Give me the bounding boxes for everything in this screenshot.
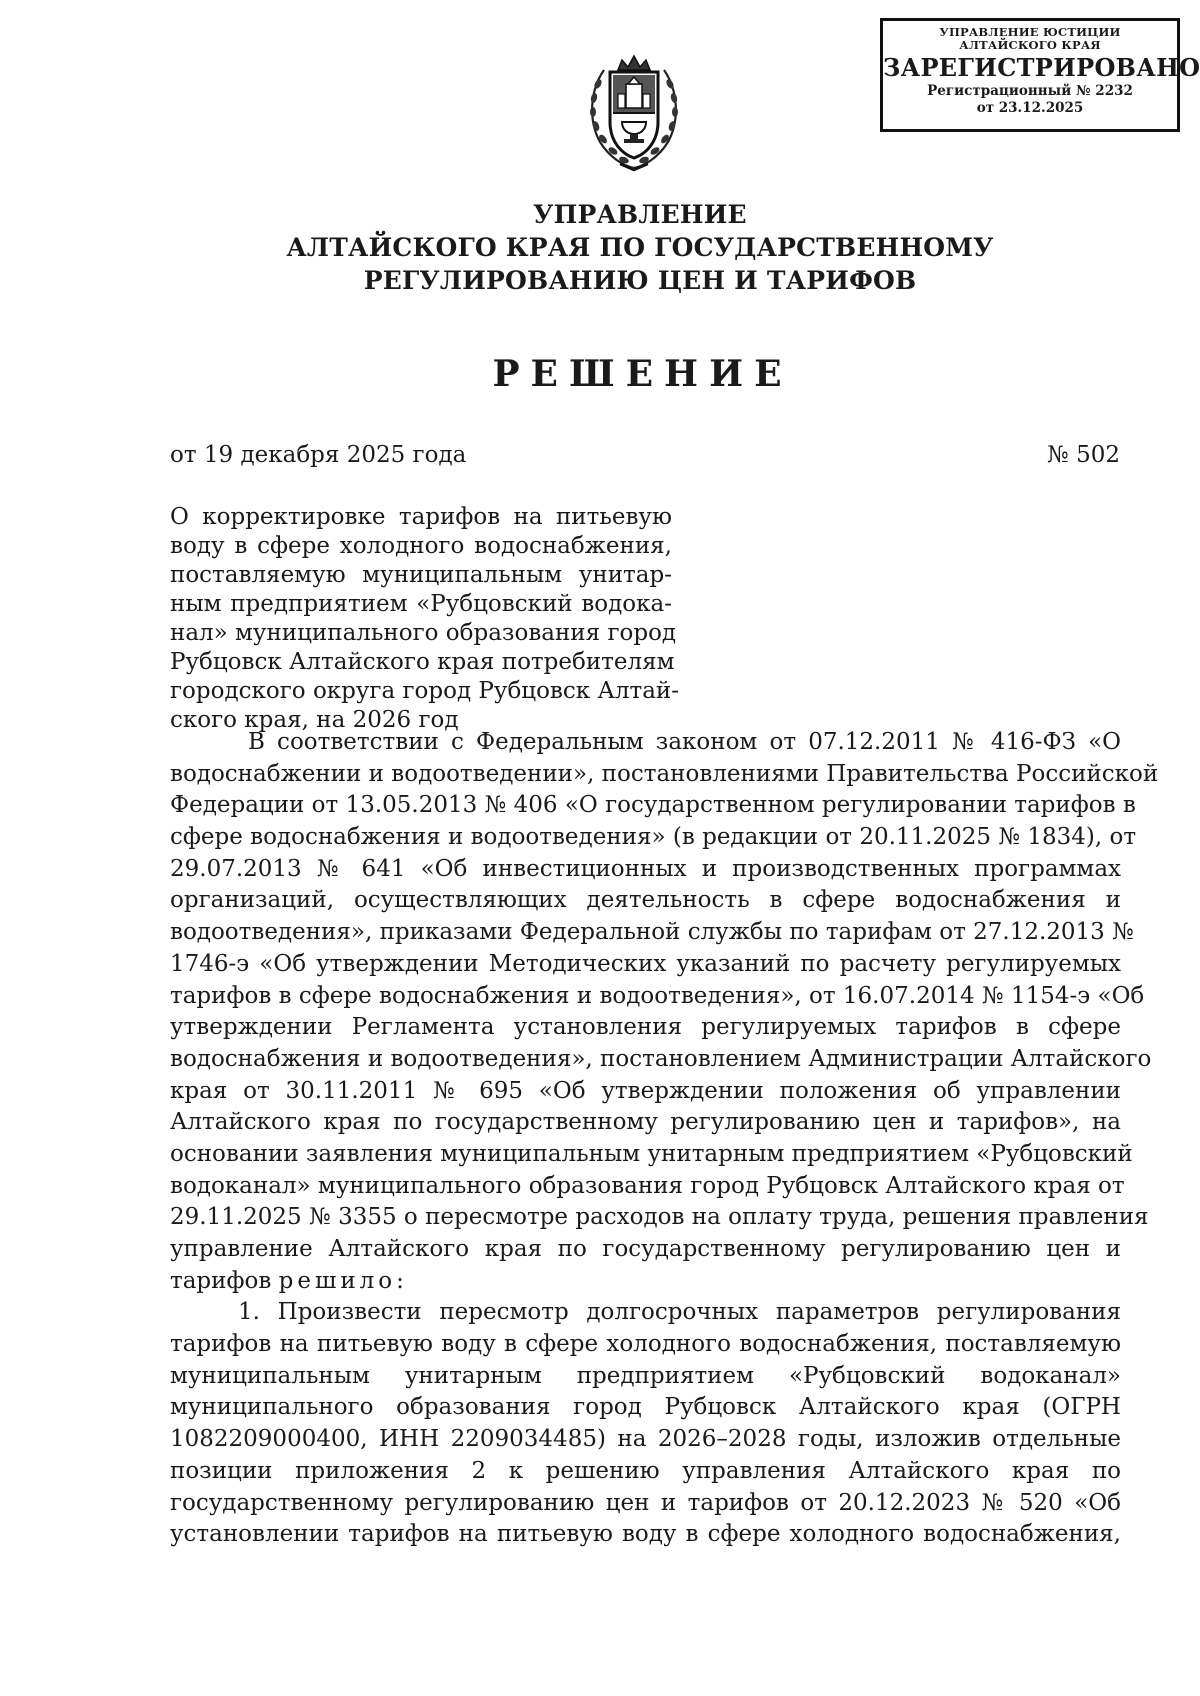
subject-line: О корректировке тарифов на питьевую — [170, 504, 672, 530]
item-1-line: муниципального образования город Рубцовск Алтайского края (ОГРН — [170, 1394, 1121, 1421]
body-line: организаций, осуществляющих деятельность в сфере водоснабжения и — [170, 887, 1121, 914]
body-line: водоканал» муниципального образования город Рубцовск Алтайского края от — [170, 1172, 1125, 1199]
body-line: тарифов в сфере водоснабжения и водоотведения», от 16.07.2014 № 1154-э «Об — [170, 982, 1145, 1009]
item-1-line: муниципальным унитарным предприятием «Рубцовский водоканал» — [170, 1362, 1121, 1389]
subject-line: городского округа город Рубцовск Алтай- — [170, 678, 680, 704]
resolved-prefix: тарифов — [170, 1267, 279, 1294]
body-line: водоснабжения и водоотведения», постановлением Администрации Алтайского — [170, 1045, 1152, 1072]
item-1-line: позиции приложения 2 к решению управления Алтайского края по — [170, 1457, 1121, 1484]
subject-line: воду в сфере холодного водоснабжения, — [170, 533, 672, 559]
body-line: Алтайского края по государственному регулированию цен и тарифов», на — [170, 1109, 1121, 1136]
body-line: 1746-э «Об утверждении Методических указаний по расчету регулируемых — [170, 950, 1121, 977]
body-line: управление Алтайского края по государственному регулированию цен и — [170, 1236, 1121, 1262]
resolved-word: решило — [278, 1267, 397, 1294]
coat-of-arms-icon — [582, 50, 686, 172]
decision-date: от 19 декабря 2025 года — [170, 442, 467, 468]
stamp-authority-line1: УПРАВЛЕНИЕ ЮСТИЦИИ — [939, 25, 1121, 39]
decision-number: № 502 — [1047, 442, 1120, 468]
stamp-registration-number: Регистрационный № 2232 — [927, 83, 1133, 99]
subject-line: Рубцовск Алтайского края потребителям — [170, 649, 675, 675]
item-1-line: установлении тарифов на питьевую воду в сфере холодного водоснабжения, — [170, 1521, 1121, 1548]
organization-name-line3: РЕГУЛИРОВАНИЮ ЦЕН И ТАРИФОВ — [363, 266, 917, 295]
body-line: водоотведения», приказами Федеральной службы по тарифам от 27.12.2013 № — [170, 919, 1134, 946]
body-line: 29.07.2013 № 641 «Об инвестиционных и производственных программах — [170, 855, 1121, 882]
body-line: 29.11.2025 № 3355 о пересмотре расходов на оплату труда, решения правления — [170, 1204, 1149, 1231]
resolved-suffix: : — [396, 1267, 404, 1294]
organization-name-line1: УПРАВЛЕНИЕ — [533, 200, 747, 229]
decision-body — [170, 727, 1159, 1551]
document-type-title: РЕШЕНИЕ — [492, 353, 793, 395]
subject-line: ского края, на 2026 год — [170, 707, 459, 733]
body-line: В соответствии с Федеральным законом от 07.12.2011 № 416-ФЗ «О — [248, 729, 1121, 755]
organization-name-line2: АЛТАЙСКОГО КРАЯ ПО ГОСУДАРСТВЕННОМУ — [286, 233, 994, 262]
stamp-authority-line2: АЛТАЙСКОГО КРАЯ — [959, 38, 1101, 52]
subject-line: поставляемую муниципальным унитар- — [170, 562, 672, 588]
subject-line: нал» муниципального образования город — [170, 620, 677, 646]
item-1-line: 1082209000400, ИНН 2209034485) на 2026–2028 годы, изложив отдельные — [170, 1426, 1121, 1453]
decision-subject — [170, 503, 680, 735]
stamp-registration-date: от 23.12.2025 — [976, 100, 1084, 116]
stamp-registered-label: ЗАРЕГИСТРИРОВАНО — [883, 53, 1200, 82]
body-line: края от 30.11.2011 № 695 «Об утверждении положения об управлении — [170, 1077, 1121, 1104]
body-line: Федерации от 13.05.2013 № 406 «О государственном регулировании тарифов в — [170, 792, 1136, 819]
item-1-line: тарифов на питьевую воду в сфере холодного водоснабжения, поставляемую — [170, 1331, 1121, 1358]
body-line: основании заявления муниципальным унитарным предприятием «Рубцовский — [170, 1140, 1133, 1167]
resolved-line — [170, 1266, 1121, 1298]
body-line: сфере водоснабжения и водоотведения» (в редакции от 20.11.2025 № 1834), от — [170, 824, 1137, 851]
body-line: утверждении Регламента установления регулируемых тарифов в сфере — [170, 1014, 1121, 1041]
subject-line: ным предприятием «Рубцовский водока- — [170, 591, 672, 617]
item-1-line: государственному регулированию цен и тарифов от 20.12.2023 № 520 «Об — [170, 1489, 1121, 1516]
item-1-line: 1. Произвести пересмотр долгосрочных параметров регулирования — [238, 1299, 1121, 1326]
body-line: водоснабжении и водоотведении», постановлениями Правительства Российской — [170, 760, 1159, 787]
registration-stamp — [880, 18, 1200, 132]
